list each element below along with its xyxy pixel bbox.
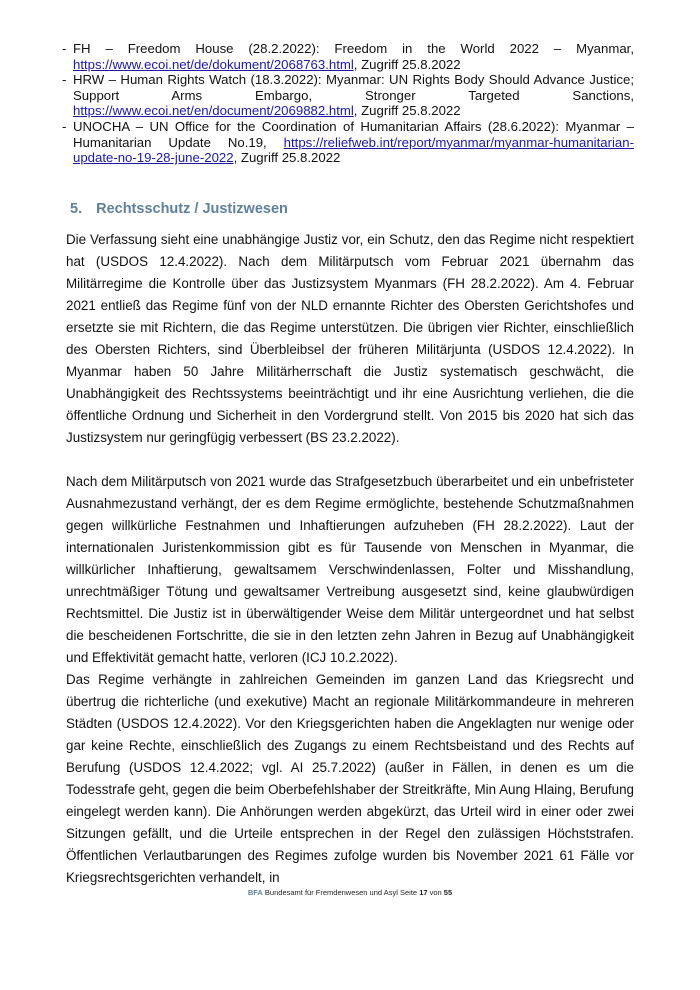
reference-link[interactable]: https://www.ecoi.net/de/dokument/2068763.html [73,56,354,72]
paragraph: Die Verfassung sieht eine unabhängige Justiz vor, ein Schutz, den das Regime nicht respektiert hat (USDOS 12.4.2022). Nach dem Militärputsch vom Februar 2021 übernahm das Militärregime die Kontrolle über das Justizsystem Myanmars (FH 28.2.2022). Am 4. Februar 2021 entließ das Regime fünf von der NLD ernannte Richter des Obersten Gerichtshofes und ersetzte sie mit Richtern, die das Regime unterstützen. Die übrigen vier Richter, einschließlich des Obersten Richters, sind Überbleibsel der früheren Militärjunta (USDOS 12.4.2022). In Myanmar haben 50 Jahre Militärherrschaft die Justiz systematisch geschwächt, die Unabhängigkeit des Rechtssystems beeinträchtigt und ihr eine Ausrichtung verliehen, die die öffentliche Ordnung und Sicherheit in den Vordergrund stellt. Von 2015 bis 2020 hat sich das Justizsystem nur geringfügig verbessert (BS 23.2.2022). [66,232,634,445]
paragraph: Nach dem Militärputsch von 2021 wurde das Strafgesetzbuch überarbeitet und ein unbefristeter Ausnahmezustand verhängt, der es dem Regime ermöglichte, bestehende Schutzmaßnahmen gegen willkürliche Festnahmen und Inhaftierungen aufzuheben (FH 28.2.2022). Laut der internationalen Juristenkommission gibt es für Tausende von Menschen in Myanmar, die willkürlicher Inhaftierung, gewaltsamem Verschwindenlassen, Folter und Misshandlung, unrechtmäßiger Tötung und gewaltsamer Vertreibung ausgesetzt sind, keine glaubwürdigen Rechtsmittel. Die Justiz ist in überwältigender Weise dem Militär untergeordnet und hat selbst die bescheidenen Fortschritte, die sie in den letzten zehn Jahren in Bezug auf Unabhängigkeit und Effektivität gemacht hatte, verloren (ICJ 10.2.2022). [66,474,634,665]
reference-item: - FH – Freedom House (28.2.2022): Freedom in the World 2022 – Myanmar, https://www.ecoi.net/de/dokument/2068763.html, Zugriff 25.8.2022 [62,41,634,72]
reference-link[interactable]: https://reliefweb.int/report/myanmar/myanmar-humanitarian-update-no-19-28-june-2022 [73,134,634,166]
reference-item: - UNOCHA – UN Office for the Coordination of Humanitarian Affairs (28.6.2022): Myanmar – Humanitarian Update No.19, https://reliefweb.int/report/myanmar/myanmar-humanitarian-update-no-19-28-june-2022, Zugriff 25.8.2022 [62,118,634,166]
reference-link[interactable]: https://www.ecoi.net/en/document/2069882.html [73,103,354,119]
section-body [66,229,634,889]
paragraph: Das Regime verhängte in zahlreichen Gemeinden im ganzen Land das Kriegsrecht und übertrug die richterliche (und exekutive) Macht an regionale Militärkommandeure in mehreren Städten (USDOS 12.4.2022). Vor den Kriegsgerichten haben die Angeklagten nur wenige oder gar keine Rechte, einschließlich des Zugangs zu einem Rechtsbeistand und des Rechts auf Berufung (USDOS 12.4.2022; vgl. AI 25.7.2022) (außer in Fällen, in denen es um die Todesstrafe geht, gegen die beim Oberbefehlshaber der Streitkräfte, Min Aung Hlaing, Berufung eingelegt werden kann). Die Anhörungen werden abgekürzt, das Urteil wird in einer oder zwei Sitzungen gefällt, und die Urteile entsprechen in der Regel den zulässigen Höchststrafen. Öffentlichen Verlautbarungen des Regimes zufolge wurden bis November 2021 61 Fälle vor Kriegsrechtsgerichten verhandelt, in [66,672,634,885]
reference-item: - HRW – Human Rights Watch (18.3.2022): Myanmar: UN Rights Body Should Advance Justice; Support Arms Embargo, Stronger Targeted Sanctions, https://www.ecoi.net/en/document/2069882.html, Zugriff 25.8.2022 [62,72,634,119]
reference-list [62,41,634,166]
page-footer: BFA Bundesamt für Fremdenwesen und Asyl Seite 17 von 55 [247,888,453,897]
section-heading: 5. Rechtsschutz / Justizwesen [70,201,288,217]
